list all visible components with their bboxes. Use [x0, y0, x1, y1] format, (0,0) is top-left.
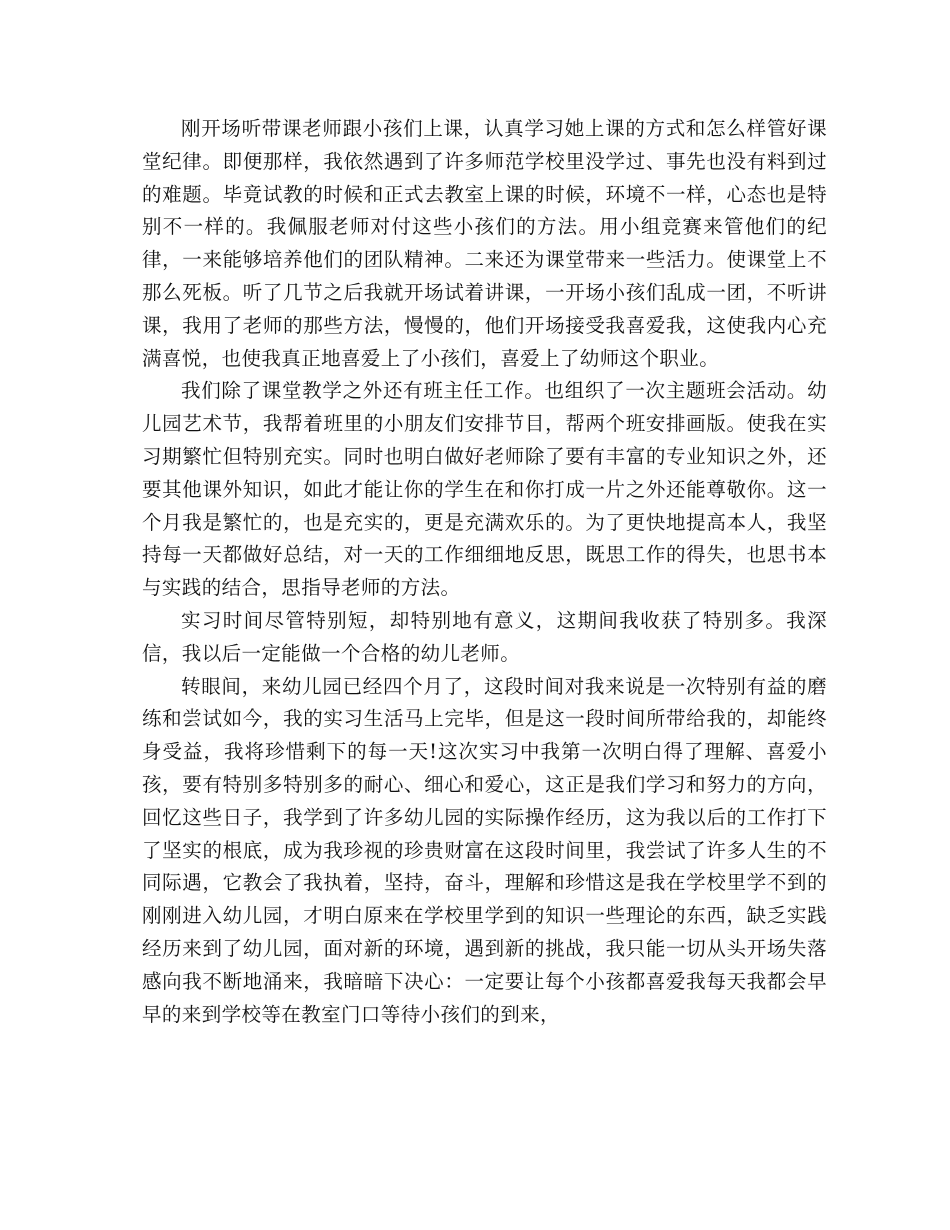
- paragraph-1: 刚开场听带课老师跟小孩们上课，认真学习她上课的方式和怎么样管好课堂纪律。即便那样，我依然遇到了许多师范学校里没学过、事先也没有料到过的难题。毕竟试教的时候和正式去教室上课的时候，环境不一样，心态也是特别不一样的。我佩服老师对付这些小孩们的方法。用小组竞赛来管他们的纪律，一来能够培养他们的团队精神。二来还为课堂带来一些活力。使课堂上不那么死板。听了几节之后我就开场试着讲课，一开场小孩们乱成一团，不听讲课，我用了老师的那些方法，慢慢的，他们开场接受我喜爱我，这使我内心充满喜悦，也使我真正地喜爱上了小孩们，喜爱上了幼师这个职业。: [142, 117, 827, 370]
- paragraph-3: 实习时间尽管特别短，却特别地有意义，这期间我收获了特别多。我深信，我以后一定能做一个合格的幼儿老师。: [142, 608, 827, 665]
- paragraph-4: 转眼间，来幼儿园已经四个月了，这段时间对我来说是一次特别有益的磨练和尝试如今，我的实习生活马上完毕，但是这一段时间所带给我的，却能终身受益，我将珍惜剩下的每一天!这次实习中我第一次明白得了理解、喜爱小孩，要有特别多特别多的耐心、细心和爱心，这正是我们学习和努力的方向，回忆这些日子，我学到了许多幼儿园的实际操作经历，这为我以后的工作打下了坚实的根底，成为我珍视的珍贵财富在这段时间里，我尝试了许多人生的不同际遇，它教会了我执着，坚持，奋斗，理解和珍惜这是我在学校里学不到的刚刚进入幼儿园，才明白原来在学校里学到的知识一些理论的东西，缺乏实践经历来到了幼儿园，面对新的环境，遇到新的挑战，我只能一切从头开场失落感向我不断地涌来，我暗暗下决心：一定要让每个小孩都喜爱我每天我都会早早的来到学校等在教室门口等待小孩们的到来，: [142, 674, 827, 1026]
- document-body: [142, 113, 827, 1031]
- paragraph-2: 我们除了课堂教学之外还有班主任工作。也组织了一次主题班会活动。幼儿园艺术节，我帮着班里的小朋友们安排节目，帮两个班安排画版。使我在实习期繁忙但特别充实。同时也明白做好老师除了要有丰富的专业知识之外，还要其他课外知识，如此才能让你的学生在和你打成一片之外还能尊敬你。这一个月我是繁忙的，也是充实的，更是充满欢乐的。为了更快地提高本人，我坚持每一天都做好总结，对一天的工作细细地反思，既思工作的得失，也思书本与实践的结合，思指导老师的方法。: [142, 379, 827, 600]
